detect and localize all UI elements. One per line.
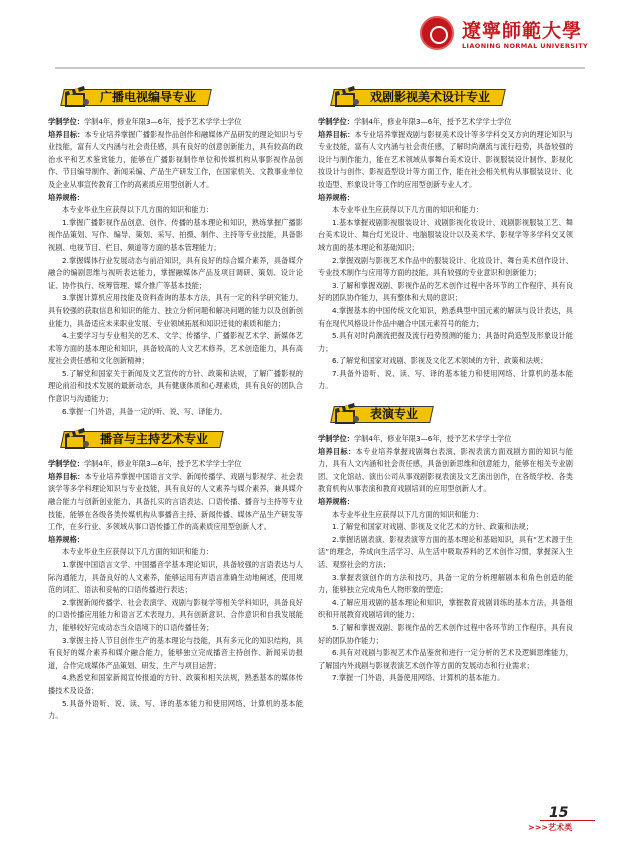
body-paragraph bbox=[48, 458, 303, 471]
major-title-banner bbox=[48, 424, 303, 454]
paragraph-text: 学制4年，修业年限3—6年，授予艺术学学士学位 bbox=[83, 459, 242, 469]
body-paragraph bbox=[318, 672, 573, 685]
paragraph-text: 5.具备外语听、说、读、写、译的基本能力和使用网络、计算机的基本能力。 bbox=[48, 698, 303, 721]
logo-chinese-name: 遼寧師範大學 bbox=[462, 20, 583, 42]
body-paragraph bbox=[48, 672, 303, 697]
right-column bbox=[318, 82, 573, 691]
paragraph-label: 培养规格： bbox=[48, 192, 84, 202]
major-section bbox=[318, 82, 573, 393]
paragraph-text: 本专业培养掌握中国语言文学、新闻传播学、戏剧与影视学、社会表演学等多学科理论知识与专业技能，具有良好的人文素养与媒介素养，兼具媒介融合能力与创新创业能力，具备扎实的言语表达、口语传播、播音与主持等专业技能，能够在各级各类传媒机构从事播音主持、新闻传播、媒体产品生产研发等工作，在多行业、多领域从事口语传播工作的高素质应用型创新人才。 bbox=[48, 471, 303, 532]
paragraph-text: 5.了解和掌握戏剧、影视作品的艺术创作过程中各环节的工作程序，具有良好的团队协作能力； bbox=[318, 622, 573, 645]
body-paragraph bbox=[318, 116, 573, 129]
body-paragraph bbox=[318, 534, 573, 572]
paragraph-text: 2.掌握戏剧与影视艺术作品中的服装设计、化妆设计、舞台美术创作设计、专业技术制作与应用等方面的技能，具有较强的专业意识和创新能力； bbox=[318, 255, 573, 278]
body-paragraph bbox=[318, 255, 573, 280]
body-paragraph bbox=[48, 192, 303, 205]
body-paragraph bbox=[48, 217, 303, 255]
body-paragraph bbox=[318, 433, 573, 446]
body-paragraph bbox=[48, 635, 303, 673]
body-paragraph bbox=[318, 129, 573, 192]
major-section bbox=[318, 399, 573, 685]
paragraph-text: 2.掌握话剧表演、影视表演等方面的基本理论和基础知识，具有“艺术源于生活”的理念，养成向生活学习、从生活中吸取养料的艺术创作习惯，掌握深入生活、观察社会的方法； bbox=[318, 534, 573, 569]
body-paragraph bbox=[48, 292, 303, 330]
clapperboard-icon bbox=[62, 82, 90, 110]
body-paragraph bbox=[318, 330, 573, 355]
major-title: 播音与主持艺术专业 bbox=[100, 432, 209, 447]
paragraph-text: 6.掌握一门外语，具备一定的听、说、写、译能力。 bbox=[62, 406, 227, 416]
major-section bbox=[48, 424, 303, 722]
paragraph-text: 4.掌握基本的中国传统文化知识，熟悉典型中国元素的解读与设计表达，具有在现代风格设计作品中融合中国元素符号的能力； bbox=[318, 305, 573, 328]
body-paragraph bbox=[318, 496, 573, 509]
body-paragraph bbox=[318, 521, 573, 534]
page-number: 15 bbox=[549, 805, 569, 821]
body-paragraph bbox=[318, 305, 573, 330]
major-title: 表演专业 bbox=[370, 407, 419, 422]
paragraph-text: 学制4年，修业年限3—6年，授予艺术学学士学位 bbox=[353, 117, 512, 126]
body-paragraph bbox=[318, 509, 573, 522]
paragraph-label: 培养规格： bbox=[48, 534, 84, 544]
section-tag: >>>艺术类 bbox=[528, 823, 573, 832]
paragraph-text: 本专业毕业生应获得以下几方面的知识和能力： bbox=[62, 205, 213, 215]
body-paragraph bbox=[48, 406, 303, 419]
university-logo bbox=[420, 14, 590, 56]
logo-english-name: LIAONING NORMAL UNIVERSITY bbox=[462, 42, 589, 50]
paragraph-text: 本专业毕业生应获得以下几方面的知识和能力： bbox=[332, 509, 483, 519]
body-paragraph bbox=[318, 597, 573, 622]
paragraph-text: 本专业毕业生应获得以下几方面的知识和能力： bbox=[62, 547, 213, 557]
body-paragraph bbox=[48, 546, 303, 559]
paragraph-label: 培养规格： bbox=[318, 192, 354, 202]
university-seal-icon bbox=[420, 16, 454, 50]
paragraph-text: 6.具有对戏剧与影视艺术作品鉴赏和进行一定分析的艺术及逻辑思维能力，了解国内外戏剧与影视表演艺术创作等方面的发展动态和行业需求； bbox=[318, 648, 573, 670]
body-paragraph bbox=[48, 698, 303, 723]
body-paragraph bbox=[318, 217, 573, 255]
paragraph-text: 本专业毕业生应获得以下几方面的知识和能力： bbox=[332, 205, 483, 215]
paragraph-text: 4.熟悉党和国家新闻宣传报道的方针、政策和相关法规，熟悉基本的媒体传播技术及设备； bbox=[48, 673, 303, 695]
clapperboard-icon bbox=[62, 424, 90, 452]
paragraph-text: 3.了解和掌握戏剧、影视作品的艺术创作过程中各环节的工作程序，具有良好的团队协作能力，具有整体和大局的意识； bbox=[318, 280, 573, 303]
paragraph-text: 6.了解党和国家对戏剧、影视及文化艺术领域的方针、政策和法规； bbox=[332, 356, 548, 366]
body-paragraph bbox=[318, 446, 573, 496]
body-paragraph bbox=[48, 204, 303, 217]
paragraph-text: 3.掌握表演创作的方法和技巧，具备一定的分析理解剧本和角色创造的能力，能够独立完成角色人物形象的塑造； bbox=[318, 572, 573, 595]
body-paragraph bbox=[318, 572, 573, 597]
paragraph-text: 5.具有对时尚潮流把握及流行趋势预测的能力；具备时尚造型及形象设计能力； bbox=[318, 331, 573, 353]
paragraph-label: 培养规格： bbox=[318, 497, 354, 507]
paragraph-text: 4.了解应用戏剧的基本理论和知识，掌握教育戏剧训练的基本方法，具备组织和开展教育戏剧培训的能力； bbox=[318, 597, 573, 620]
body-paragraph bbox=[48, 255, 303, 293]
body-paragraph bbox=[318, 368, 573, 393]
major-title-banner bbox=[48, 82, 303, 112]
clapperboard-icon bbox=[332, 82, 360, 110]
paragraph-label: 培养目标： bbox=[318, 129, 355, 139]
major-title-banner bbox=[318, 399, 573, 429]
paragraph-label: 培养目标： bbox=[48, 129, 85, 139]
body-paragraph bbox=[318, 192, 573, 205]
left-column bbox=[48, 82, 303, 729]
page-header bbox=[0, 0, 630, 72]
paragraph-text: 2.掌握新闻传播学、社会表演学、戏剧与影视学等相关学科知识，具备良好的口语传播应用能力和语言艺术表现力，具有创新意识、合作意识和自我发展能力，能够较好完成动态当众语境下的口语传播任务； bbox=[48, 597, 303, 632]
paragraph-text: 1.掌握中国语言文学、中国播音学基本理论知识，具备较强的言语表达与人际沟通能力，具备良好的人文素养，能够运用有声语言准确生动地阐述，使用规范的词汇、语法和妥帖的口语传播进行表达； bbox=[48, 560, 303, 595]
paragraph-text: 7.掌握一门外语，具备使用网络、计算机的基本能力。 bbox=[332, 673, 505, 683]
paragraph-text: 本专业培养掌握戏剧与影视美术设计等多学科交叉方向的理论知识与专业技能，富有人文内涵与社会责任感，了解时尚潮流与流行趋势，具备较强的设计与制作能力，能在艺术领域从事舞台美术设计、影视服装设计制作、影视化妆设计与创作、影视造型设计等方面工作，能在社会相关机构从事服装设计、化妆造型、形象设计等工作的应用型创新专业人才。 bbox=[318, 129, 573, 189]
paragraph-text: 1.掌握广播影视作品创意、创作、传播的基本理论和知识，熟练掌握广播影视作品策划、写作、编导、策划、采写、拍摄、制作、主持等专业技能，具备影视剧、电视节目、栏目、频道等方面的基本管理能力； bbox=[48, 217, 303, 252]
clapperboard-icon bbox=[332, 399, 360, 427]
paragraph-label: 学制学位： bbox=[48, 459, 84, 469]
paragraph-text: 本专业培养掌握戏剧舞台表演、影视表演方面戏剧方面的知识与能力，具有人文内涵和社会责任感，具备创新思维和创意能力，能够在相关专业剧团、文化馆站、演出公司从事戏剧影视表演及文艺演出创作，在各级学校、各类教育机构从事表演和教育戏剧培训的应用型创新人才。 bbox=[318, 446, 573, 494]
paragraph-text: 4.主要学习与专业相关的艺术、文学、传播学、广播影视艺术学、新媒体艺术等方面的基本理论和知识，具备较高的人文艺术修养，艺术创造能力，具有高度社会责任感和文化创新精神； bbox=[48, 331, 303, 366]
paragraph-text: 2.掌握媒体行业发展动态与前沿知识，具有良好的综合媒介素养，具备媒介融合的编剧思维与视听表达能力，掌握融媒体产品及项目调研、策划、设计论证、协作执行、统筹管理、媒介推广等基本技能； bbox=[48, 255, 303, 290]
body-paragraph bbox=[48, 559, 303, 597]
paragraph-text: 5.了解党和国家关于新闻及文艺宣传的方针、政策和法规，了解广播影视的理论前沿和技术发展的最新动态，具有健康体质和心理素质，具有良好的团队合作意识与沟通能力； bbox=[48, 368, 303, 404]
body-paragraph bbox=[318, 280, 573, 305]
body-paragraph bbox=[48, 471, 303, 534]
paragraph-label: 培养目标： bbox=[48, 471, 85, 481]
paragraph-label: 学制学位： bbox=[318, 434, 354, 444]
body-paragraph bbox=[48, 330, 303, 368]
body-paragraph bbox=[318, 622, 573, 647]
paragraph-text: 1.了解党和国家对戏剧、影视及文化艺术的方针、政策和法规； bbox=[332, 522, 533, 532]
paragraph-label: 学制学位： bbox=[318, 117, 354, 126]
paragraph-text: 3.掌握计算机应用技能及资料查询的基本方法，具有一定的科学研究能力，具有较强的获取信息和知识的能力、独立分析问题和解决问题的能力以及创新创业能力，具备适应未来职业发展、专业领域拓展和知识迁徙的素质和能力； bbox=[48, 293, 303, 328]
major-section bbox=[48, 82, 303, 418]
body-paragraph bbox=[48, 116, 303, 129]
body-paragraph bbox=[48, 129, 303, 192]
paragraph-text: 7.具备外语听、说、读、写、译的基本能力和使用网络、计算机的基本能力。 bbox=[318, 368, 573, 391]
body-paragraph bbox=[318, 647, 573, 672]
major-title-banner bbox=[318, 82, 573, 112]
major-title: 广播电视编导专业 bbox=[100, 90, 197, 104]
body-paragraph bbox=[48, 597, 303, 635]
paragraph-text: 3.掌握主持人节目创作生产的基本理论与技能，具有多元化的知识结构，具有良好的媒介素养和媒介融合能力，能够独立完成播音主持创作、新闻采访报道，合作完成媒体产品策划、研发、生产与项目运营； bbox=[48, 635, 303, 670]
body-paragraph bbox=[48, 368, 303, 406]
paragraph-text: 1.基本掌握戏剧影视服装设计、戏剧影视化妆设计、戏剧影视服装工艺、舞台美术设计、舞台灯光设计、电脑服装设计以及美术学、影视学等多学科交叉领域方面的基本理论和基础知识； bbox=[318, 217, 573, 252]
body-paragraph bbox=[318, 204, 573, 217]
body-paragraph bbox=[318, 355, 573, 368]
paragraph-text: 本专业培养掌握广播影视作品创作和融媒体产品研发的理论知识与专业技能，富有人文内涵与社会责任感，具有良好的创意创新能力，具有较高的政治水平和艺术鉴赏能力，能够在广播影视制作单位和传媒机构从事影视作品创作、节目编导制作、新闻采编、产品生产研发工作，在国家机关、文教事业单位及企业从事宣传教育工作的高素质应用型创新人才。 bbox=[48, 129, 303, 189]
major-title: 戏剧影视美术设计专业 bbox=[370, 90, 491, 104]
header-divider bbox=[55, 67, 585, 69]
body-paragraph bbox=[48, 534, 303, 547]
paragraph-text: 学制4年，修业年限3—6年，授予艺术学学士学位 bbox=[83, 117, 242, 126]
paragraph-label: 培养目标： bbox=[318, 446, 356, 456]
paragraph-text: 学制4年，修业年限3—6年，授予艺术学学士学位 bbox=[353, 434, 512, 444]
paragraph-label: 学制学位： bbox=[48, 117, 84, 126]
